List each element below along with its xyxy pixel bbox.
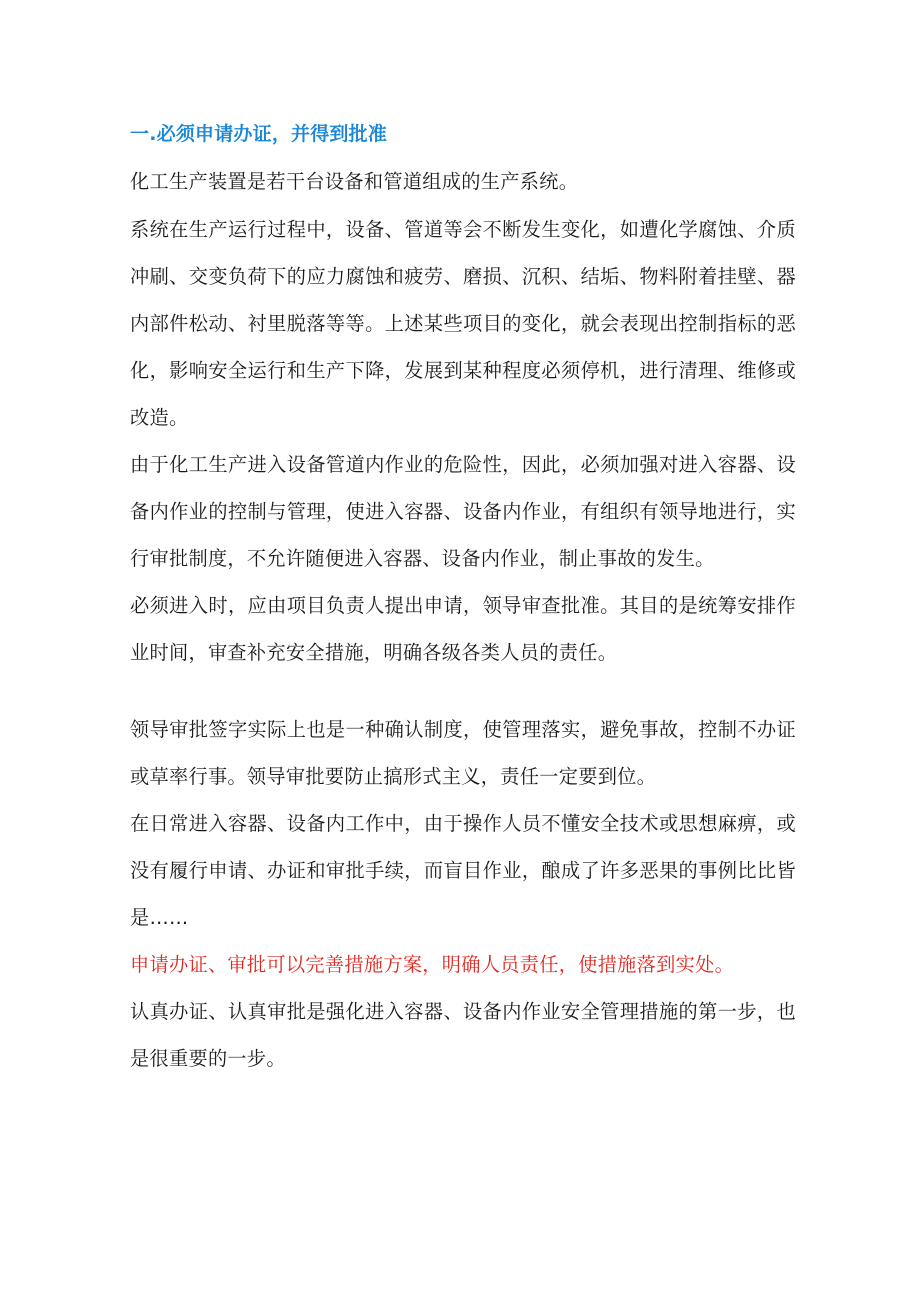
paragraph-application-approval: 必须进入时，应由项目负责人提出申请，领导审查批准。其目的是统筹安排作业时间，审查补充安全措施，明确各级各类人员的责任。 (130, 594, 796, 664)
paragraph-highlight: 申请办证、审批可以完善措施方案，明确人员责任，使措施落到实处。 (130, 953, 735, 976)
paragraph-conclusion: 认真办证、认真审批是强化进入容器、设备内作业安全管理措施的第一步，也是很重要的一步。 (130, 1000, 796, 1070)
paragraph-intro: 化工生产装置是若干台设备和管道组成的生产系统。 (130, 170, 579, 193)
paragraph-daily-work-examples: 在日常进入容器、设备内工作中，由于操作人员不懂安全技术或思想麻痹，或没有履行申请、办证和审批手续，而盲目作业，酿成了许多恶果的事例比比皆是…… (130, 812, 796, 929)
section-heading: 一.必须申请办证，并得到批准 (130, 123, 388, 145)
paragraph-system-changes: 系统在生产运行过程中，设备、管道等会不断发生变化，如遭化学腐蚀、介质冲刷、交变负荷下的应力腐蚀和疲劳、磨损、沉积、结垢、物料附着挂壁、器内部件松动、衬里脱落等等。上述某些项目的变化，就会表现出控制指标的恶化，影响安全运行和生产下降，发展到某种程度必须停机，进行清理、维修或改造。 (130, 218, 796, 429)
paragraph-danger-management: 由于化工生产进入设备管道内作业的危险性，因此，必须加强对进入容器、设备内作业的控制与管理，使进入容器、设备内作业，有组织有领导地进行，实行审批制度，不允许随便进入容器、设备内作业，制止事故的发生。 (130, 453, 796, 570)
paragraph-signature-confirmation: 领导审批签字实际上也是一种确认制度，使管理落实，避免事故，控制不办证或草率行事。领导审批要防止搞形式主义，责任一定要到位。 (130, 718, 796, 788)
paragraph-spacer (130, 676, 796, 706)
document-body (130, 112, 796, 1082)
